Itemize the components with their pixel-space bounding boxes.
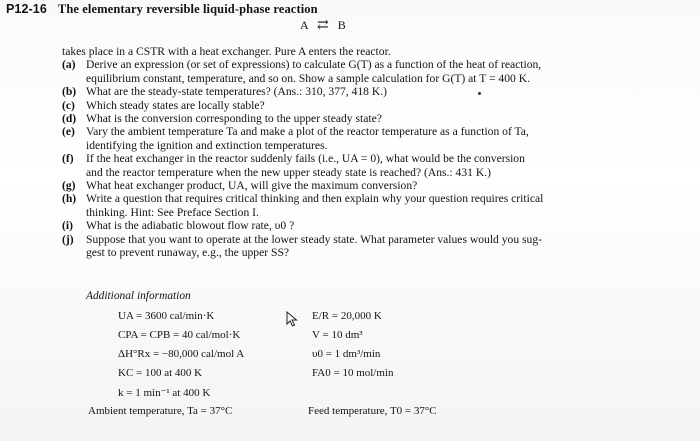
question-label: (h) bbox=[62, 192, 77, 206]
question-text: Which steady states are locally stable? bbox=[86, 98, 265, 112]
info-item-left: UA = 3600 cal/min·K bbox=[118, 310, 215, 322]
question-item bbox=[62, 58, 692, 85]
question-list bbox=[62, 58, 692, 259]
reactant: A bbox=[300, 18, 309, 32]
question-text: If the heat exchanger in the reactor suddenly fails (i.e., UA = 0), what would be the conversion bbox=[86, 152, 525, 166]
question-item bbox=[62, 233, 692, 260]
additional-info-heading: Additional information bbox=[86, 290, 191, 302]
question-text: Suppose that you want to operate at the lower steady state. What parameter values would you sug- bbox=[86, 232, 542, 246]
stray-dot bbox=[478, 92, 481, 95]
question-item bbox=[62, 179, 692, 192]
question-text: What is the adiabatic blowout flow rate, υ0 ? bbox=[86, 219, 295, 233]
question-label: (a) bbox=[62, 58, 76, 72]
reaction-equation bbox=[300, 17, 346, 34]
problem-number: P12-16 bbox=[6, 2, 47, 16]
question-text: What is the conversion corresponding to the upper steady state? bbox=[86, 112, 382, 126]
question-label: (d) bbox=[62, 112, 77, 126]
question-label: (j) bbox=[62, 232, 74, 246]
info-item-left: ΔH°Rx = −80,000 cal/mol A bbox=[118, 348, 245, 360]
question-text: Derive an expression (or set of expressions) to calculate G(T) as a function of the heat of reaction, bbox=[86, 58, 542, 72]
question-item bbox=[62, 112, 692, 125]
question-text: thinking. Hint: See Preface Section I. bbox=[86, 205, 259, 219]
info-item-right: υ0 = 1 dm³/min bbox=[312, 348, 381, 360]
question-text: gest to prevent runaway, e.g., the upper SS? bbox=[86, 246, 290, 260]
problem-header bbox=[6, 2, 318, 17]
question-text: What are the steady-state temperatures? (Ans.: 310, 377, 418 K.) bbox=[86, 85, 388, 99]
question-item bbox=[62, 125, 692, 152]
info-item-right: Feed temperature, T0 = 37°C bbox=[308, 405, 437, 417]
question-item bbox=[62, 192, 692, 219]
question-label: (g) bbox=[62, 179, 76, 193]
question-text: identifying the ignition and extinction temperatures. bbox=[86, 138, 328, 152]
question-item bbox=[62, 85, 692, 98]
product: B bbox=[337, 18, 346, 32]
info-item-right: V = 10 dm³ bbox=[312, 329, 363, 341]
info-item-left: CPA = CPB = 40 cal/mol·K bbox=[118, 329, 241, 341]
arrow-cursor-icon bbox=[286, 311, 298, 327]
question-text: and the reactor temperature when the new upper steady state is reached? (Ans.: 431 K.) bbox=[86, 165, 491, 179]
question-text: equilibrium constant, temperature, and so on. Show a sample calculation for G(T) at T = 400 K. bbox=[86, 71, 530, 85]
question-label: (c) bbox=[62, 98, 75, 112]
problem-title: The elementary reversible liquid-phase reaction bbox=[57, 2, 318, 16]
question-label: (e) bbox=[62, 125, 75, 139]
question-label: (f) bbox=[62, 152, 74, 166]
question-label: (b) bbox=[62, 85, 77, 99]
question-text: Write a question that requires critical thinking and then explain why your question requires critical bbox=[86, 192, 544, 206]
info-item-right: FA0 = 10 mol/min bbox=[312, 367, 394, 379]
question-text: What heat exchanger product, UA, will give the maximum conversion? bbox=[86, 179, 418, 193]
question-text: Vary the ambient temperature Ta and make a plot of the reactor temperature as a function of Ta, bbox=[86, 125, 529, 139]
info-item-left: KC = 100 at 400 K bbox=[118, 367, 203, 379]
info-item-left: Ambient temperature, Ta = 37°C bbox=[88, 405, 233, 417]
question-label: (i) bbox=[62, 219, 73, 233]
info-item-left: k = 1 min⁻¹ at 400 K bbox=[118, 387, 211, 399]
question-item bbox=[62, 152, 692, 179]
info-item-right: E/R = 20,000 K bbox=[312, 310, 382, 322]
equilibrium-arrow-icon: ⇄ bbox=[317, 18, 329, 33]
intro-text: takes place in a CSTR with a heat exchanger. Pure A enters the reactor. bbox=[62, 45, 391, 58]
question-item bbox=[62, 99, 692, 112]
question-item bbox=[62, 219, 692, 232]
problem-body bbox=[62, 45, 692, 260]
